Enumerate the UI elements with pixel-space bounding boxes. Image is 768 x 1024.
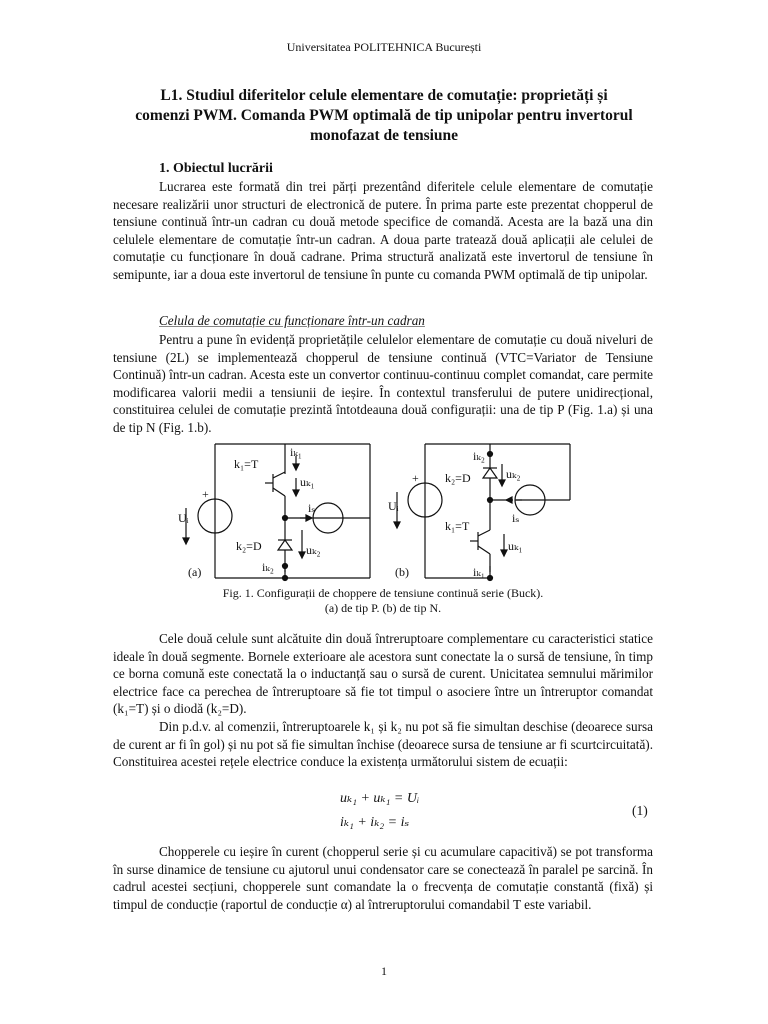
page-number: 1 bbox=[381, 964, 387, 978]
circuit-b bbox=[394, 444, 570, 581]
label-b-ik1: iₖ₁ bbox=[473, 565, 485, 579]
label-a-k2: k₂=D bbox=[236, 539, 262, 553]
label-a-plus: + bbox=[202, 487, 209, 501]
label-a-ui: Uᵢ bbox=[178, 511, 189, 525]
title-line-3: monofazat de tensiune bbox=[309, 127, 459, 144]
label-b-ui: Uᵢ bbox=[388, 499, 399, 513]
paragraph-command: Din p.d.v. al comenzii, întreruptoarele k₁ și k₂ nu pot să fie simultan deschise (deoarece sursa de curent ar fi în gol) și nu pot să fie simultan închise (deoarece sursa de tensiune ar fi scurtcircuitată). Constituirea acestei rețele electrice conduce la existența următorului sistem de ecuații: bbox=[113, 719, 653, 770]
label-a-uk2: uₖ₂ bbox=[306, 543, 321, 557]
title-line-2: comenzi PWM. Comanda PWM optimală de tip unipolar pentru invertorul bbox=[135, 107, 633, 124]
label-b-tag: (b) bbox=[395, 565, 409, 579]
label-b-uk1: uₖ₁ bbox=[508, 539, 523, 553]
section-heading: 1. Obiectul lucrării bbox=[159, 161, 273, 176]
label-a-tag: (a) bbox=[188, 565, 202, 579]
title-line-1: L1. Studiul diferitelor celule elementare de comutație: proprietăți și bbox=[160, 87, 608, 104]
label-b-plus: + bbox=[412, 471, 419, 485]
page-header: Universitatea POLITEHNICA București bbox=[286, 40, 482, 54]
document-title bbox=[110, 86, 658, 146]
caption-line-1: Fig. 1. Configurații de choppere de tensiune continuă serie (Buck). bbox=[222, 586, 544, 600]
label-a-uk1: uₖ₁ bbox=[300, 475, 315, 489]
diode-a bbox=[278, 540, 292, 550]
subsection-heading: Celula de comutație cu funcționare într-un cadran bbox=[159, 313, 425, 328]
label-b-k2: k₂=D bbox=[445, 471, 471, 485]
label-b-is: iₛ bbox=[512, 511, 520, 525]
equation-line-2: iₖ₁ + iₖ₂ = iₛ bbox=[340, 815, 410, 830]
equation-number: (1) bbox=[632, 803, 648, 818]
label-a-ik1: iₖ₁ bbox=[290, 445, 302, 459]
paragraph-cell: Pentru a pune în evidență proprietățile celulelor elementare de comutație cu două niveluri de tensiune (2L) se implementează chopperul de tensiune continuă (VTC=Variator de Tensiune Continuă) într-un cadran. Acesta este un convertor continuu-continuu complet comandat, care permite modificarea valorii medii a tensiunii de ieșire. În contextul transferului de putere unidirecțional, constituirea celulei de comutație prezintă întotdeauna două configurații: una de tip P (Fig. 1.a) și una de tip N (Fig. 1.b). bbox=[113, 332, 653, 435]
figure-buck-choppers bbox=[170, 434, 610, 584]
label-b-ik2: iₖ₂ bbox=[473, 449, 485, 463]
label-b-k1: k₁=T bbox=[445, 519, 470, 533]
paragraph-switches: Cele două celule sunt alcătuite din două întreruptoare complementare cu caracteristici statice ideale în două segmente. Bornele exterioare ale acestora sunt conectate la o sursă de tensiune, în timp ce borna comună este conectată la o inductanță sau o sursă de curent. Unicitatea semnului mărimilor electrice face ca perechea de întreruptoare să fie tot timpul o asociere între un întreruptor comandat (k₁=T) și o diodă (k₂=D). bbox=[113, 631, 653, 717]
label-a-ik2: iₖ₂ bbox=[262, 560, 274, 574]
figure-caption bbox=[113, 586, 653, 616]
paragraph-objective: Lucrarea este formată din trei părți prezentând diferitele celule elementare de comutație necesare realizării unor structuri de electronică de putere. În prima parte este prezentat chopperul de tensiune continuă într-un cadran cu două metode specifice de comandă. Acesta are la bază una din celulele elementare de comutație într-un cadran. A doua parte tratează două aplicații ale celulei de comutație cu funcționare în două cadrane. Prima structură analizată este invertorul de tensiune în semipunte, iar a doua este invertorul de tensiune în punte cu comanda PWM optimală de tip unipolar. bbox=[113, 179, 653, 282]
caption-line-2: (a) de tip P. (b) de tip N. bbox=[324, 601, 442, 615]
label-a-k1: k₁=T bbox=[234, 457, 259, 471]
circuit-a bbox=[183, 444, 370, 581]
label-a-is: iₛ bbox=[308, 501, 316, 515]
equation-line-1: uₖ₁ + uₖ₁ = Uᵢ bbox=[340, 791, 420, 806]
diode-b bbox=[483, 468, 497, 478]
paragraph-choppers: Chopperele cu ieșire în curent (chopperul serie și cu acumulare capacitivă) se pot transforma în surse dinamice de tensiune cu ajutorul unui condensator care se conectează în paralel pe sarcină. În cadrul acestei secțiuni, chopperele sunt comandate la o frecvența de comutație constantă (fixă) și timpul de conducție (raportul de conducție α) al întreruptorului comandabil T este variabil. bbox=[113, 844, 653, 912]
label-b-uk2: uₖ₂ bbox=[506, 467, 521, 481]
